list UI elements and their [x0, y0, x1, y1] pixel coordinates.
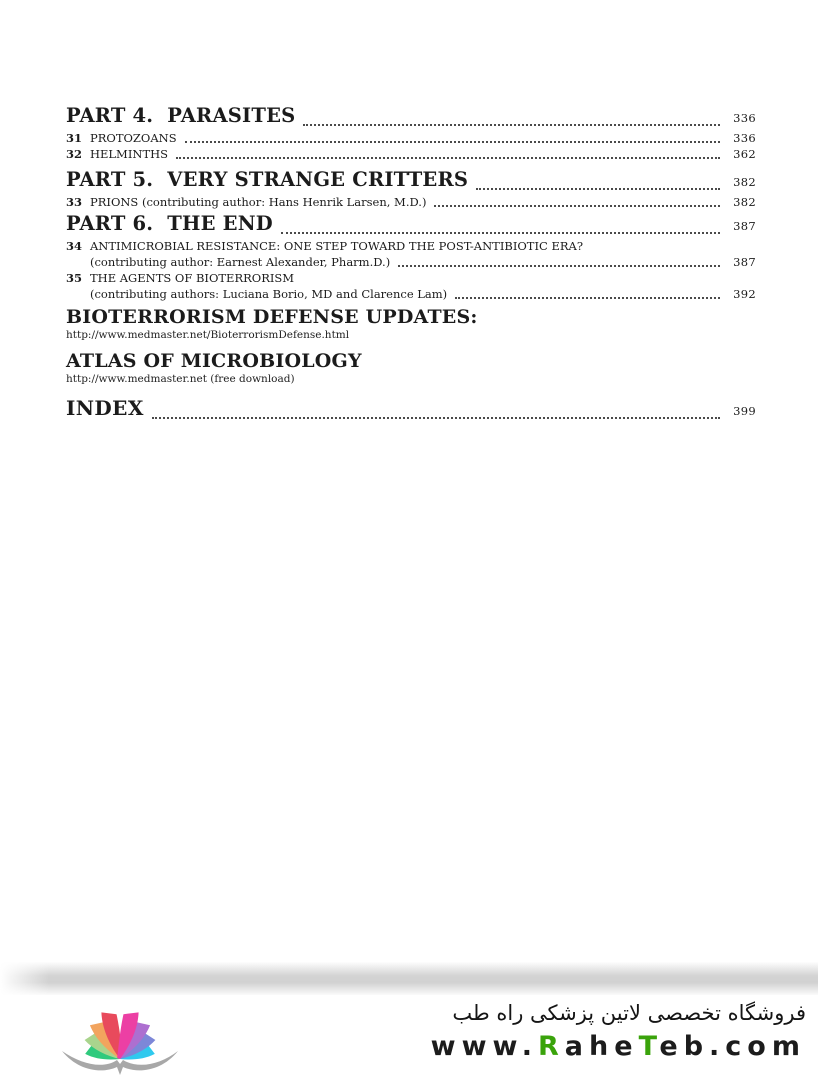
toc-chapter-row [66, 194, 756, 210]
toc-part-heading-row [66, 168, 756, 194]
dotted-leader [398, 265, 720, 267]
toc-chapter-row [66, 130, 756, 146]
chapter-page-number: 387 [733, 255, 756, 269]
url-part: eb [659, 1031, 710, 1062]
resource-url: http://www.medmaster.net (free download) [66, 373, 295, 385]
toc-chapter-row [66, 238, 756, 254]
url-part-green-r: R [538, 1031, 565, 1062]
chapter-page-number: 336 [733, 131, 756, 145]
toc-chapter-subtitle-row [66, 286, 756, 302]
toc-chapter-subtitle-row [66, 254, 756, 270]
website-url [431, 1030, 806, 1064]
index-page-number: 399 [733, 404, 756, 418]
dotted-leader [434, 205, 720, 207]
part5-page-number: 382 [733, 175, 756, 189]
resource-heading: BIOTERRORISM DEFENSE UPDATES: [66, 306, 478, 328]
scan-edge-shadow [0, 962, 818, 995]
footer-branding [0, 995, 818, 1080]
dotted-leader [185, 141, 720, 143]
toc-part-heading-row [66, 212, 756, 238]
part6-page-number: 387 [733, 219, 756, 233]
chapter-subtitle: (contributing author: Earnest Alexander, Pharm.D.) [90, 255, 391, 269]
toc-section-part4 [66, 104, 756, 162]
chapter-number: 34 [66, 239, 83, 253]
toc-part-heading-row [66, 104, 756, 130]
resource-heading: ATLAS OF MICROBIOLOGY [66, 350, 362, 372]
dotted-leader [152, 417, 720, 419]
part4-heading: PART 4. PARASITES [66, 104, 296, 127]
part5-heading: PART 5. VERY STRANGE CRITTERS [66, 168, 469, 191]
url-part-green-t: T [638, 1031, 660, 1062]
chapter-title: THE AGENTS OF BIOTERRORISM [90, 271, 295, 285]
dotted-leader [455, 297, 720, 299]
chapter-title: ANTIMICROBIAL RESISTANCE: ONE STEP TOWARD THE POST-ANTIBIOTIC ERA? [90, 239, 583, 253]
chapter-title: HELMINTHS [90, 147, 169, 161]
open-book-logo-icon [56, 1001, 186, 1081]
chapter-title: PROTOZOANS [90, 131, 177, 145]
toc-resource-atlas [66, 350, 756, 387]
footer-text-block [431, 999, 806, 1064]
toc-index-row [66, 396, 756, 423]
toc-chapter-row [66, 146, 756, 162]
dotted-leader [303, 124, 720, 126]
chapter-page-number: 392 [733, 287, 756, 301]
chapter-number: 31 [66, 131, 83, 145]
chapter-title: PRIONS (contributing author: Hans Henrik Larsen, M.D.) [90, 195, 427, 209]
chapter-number: 35 [66, 271, 83, 285]
chapter-subtitle: (contributing authors: Luciana Borio, MD and Clarence Lam) [90, 287, 448, 301]
dotted-leader [176, 157, 720, 159]
part6-heading: PART 6. THE END [66, 212, 273, 235]
toc-resource-bioterrorism-updates [66, 306, 756, 343]
url-part: .com [709, 1031, 806, 1062]
chapter-page-number: 382 [733, 195, 756, 209]
toc-section-part6 [66, 212, 756, 302]
toc-chapter-row [66, 270, 756, 286]
dotted-leader [281, 232, 720, 234]
dotted-leader [476, 188, 720, 190]
chapter-number: 32 [66, 147, 83, 161]
resource-url: http://www.medmaster.net/BioterrorismDefense.html [66, 329, 350, 341]
chapter-number: 33 [66, 195, 83, 209]
index-heading: INDEX [66, 396, 144, 420]
toc-section-part5 [66, 168, 756, 210]
store-tagline-farsi: فروشگاه تخصصی لاتین پزشکی راه طب [452, 1001, 806, 1025]
chapter-page-number: 362 [733, 147, 756, 161]
url-part: www. [430, 1031, 538, 1062]
part4-page-number: 336 [733, 111, 756, 125]
url-part: ahe [564, 1031, 639, 1062]
